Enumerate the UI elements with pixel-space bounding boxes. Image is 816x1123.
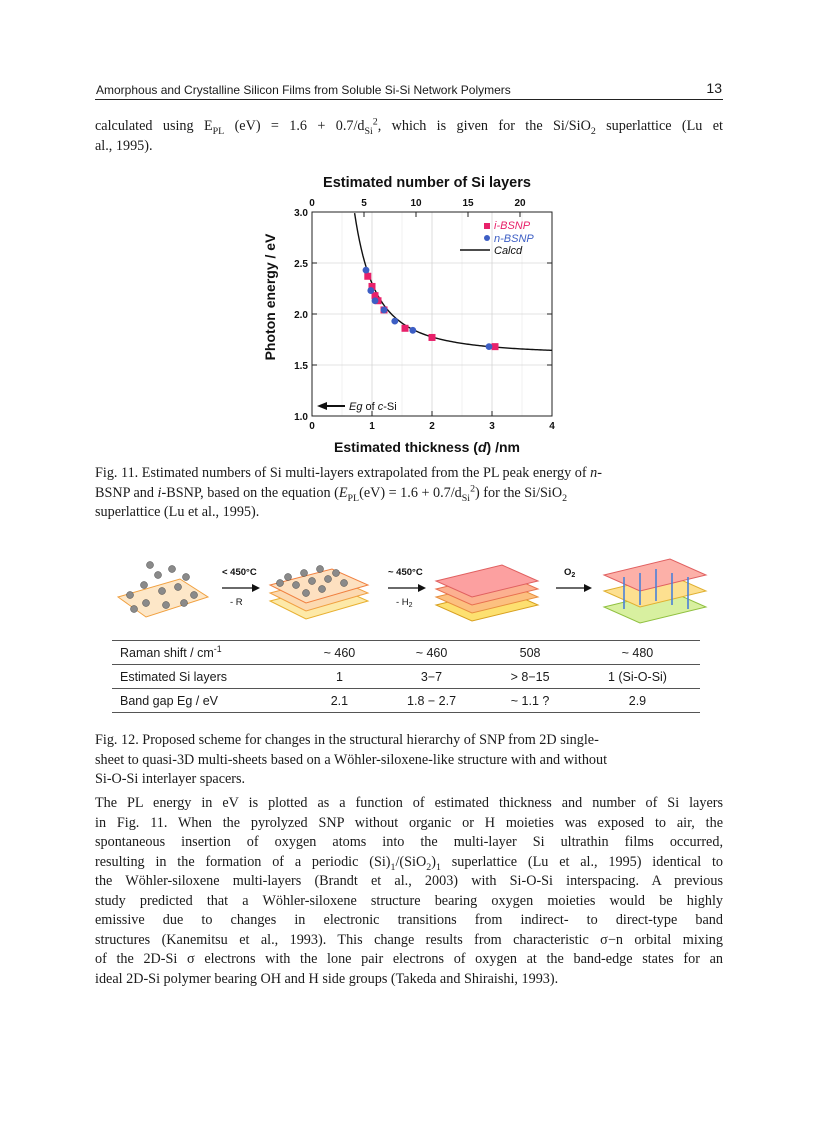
- chart-y-label: Photon energy / eV: [262, 233, 278, 361]
- x-tick-label: 1: [369, 421, 375, 432]
- step2-bottom-label: [396, 597, 413, 609]
- legend-label-n-bsnp: n-BSNP: [494, 233, 534, 245]
- eg-label-e: Eg: [349, 401, 363, 413]
- row-label: Band gap Eg / eV: [112, 689, 301, 713]
- table-row: [112, 689, 700, 713]
- row-label: Estimated Si layers: [112, 665, 301, 689]
- eg-arrow-head: [317, 402, 327, 410]
- y-tick-label: 2.5: [294, 259, 308, 270]
- n-bsnp-point: [372, 297, 379, 304]
- n-bsnp-point: [381, 307, 388, 314]
- stage2-multi-sheet: [270, 566, 368, 620]
- i-bsnp-point: [364, 273, 371, 280]
- eg-label-si: -Si: [383, 401, 397, 413]
- top-tick-label: 5: [361, 198, 367, 209]
- fig11-caption: Fig. 11. Estimated numbers of Si multi-layers extrapolated from the PL peak energy of n- BSNP and i-BSNP, based on the equation $(E_{PL}(eV) = 1.6 + 0.7/d_{Si}^2)$ for the Si/SiO$_2$ superlattice (Lu et al., 1995).: [95, 465, 602, 520]
- y-tick-label: 3.0: [294, 208, 308, 219]
- n-bsnp-point: [391, 318, 398, 325]
- table-cell: ~ 460: [378, 641, 485, 665]
- chart-x-label: [334, 439, 520, 455]
- step3-top-label: [564, 567, 575, 579]
- step1-arrow-head: [252, 584, 260, 592]
- top-tick-label: 10: [410, 198, 422, 209]
- chart-top-title: Estimated number of Si layers: [323, 175, 531, 191]
- step2-bottom-sub: 2: [408, 602, 413, 609]
- top-tick-label: 20: [514, 198, 526, 209]
- chart-legend: [460, 220, 534, 257]
- legend-label-i-bsnp: i-BSNP: [494, 220, 531, 232]
- step2-bottom-text: - H: [396, 597, 409, 608]
- i-bsnp-point: [429, 334, 436, 341]
- table-row: [112, 641, 700, 665]
- table-cell: ~ 480: [575, 641, 700, 665]
- stage3-dense-multilayer: [436, 565, 538, 621]
- table-cell: ~ 460: [301, 641, 378, 665]
- table-cell: 2.9: [575, 689, 700, 713]
- chart-points: [363, 267, 499, 350]
- stage1-single-sheet: [118, 562, 208, 618]
- n-bsnp-point: [409, 327, 416, 334]
- stage4-siloxene: [604, 559, 706, 623]
- top-tick-label: 15: [462, 198, 474, 209]
- n-bsnp-point: [486, 343, 493, 350]
- step1-bottom-label: - R: [230, 597, 243, 608]
- table-cell: 1 (Si-O-Si): [575, 665, 700, 689]
- top-tick-label: 0: [309, 198, 315, 209]
- row-label-sup: -1: [213, 643, 222, 654]
- step3-arrow-head: [584, 584, 592, 592]
- step3-top-text: O: [564, 567, 572, 578]
- table-cell: 1.8 − 2.7: [378, 689, 485, 713]
- eg-label-c: c: [377, 401, 384, 413]
- x-tick-label: 0: [309, 421, 315, 432]
- table-cell: 1: [301, 665, 378, 689]
- fig12-table: [112, 640, 700, 713]
- y-tick-label: 2.0: [294, 310, 308, 321]
- table-cell: > 8−15: [485, 665, 575, 689]
- i-bsnp-point: [402, 325, 409, 332]
- fig11-chart: [255, 170, 575, 460]
- y-tick-label: 1.5: [294, 361, 308, 372]
- chart-x-label-b: ) /nm: [486, 439, 520, 455]
- step2-arrow-head: [418, 584, 426, 592]
- intro-paragraph: calculated using $E_{PL}$ $(eV) = 1.6 + 0.7/d_{Si}^2$, which is given for the Si/SiO$_2$ superlattice (Lu et al., 1995).: [95, 116, 723, 154]
- i-bsnp-point: [492, 343, 499, 350]
- x-tick-label: 2: [429, 421, 435, 432]
- legend-label-calcd: Calcd: [494, 245, 523, 257]
- table-cell: 2.1: [301, 689, 378, 713]
- legend-marker-n-bsnp: [484, 235, 490, 241]
- fig12-caption: Fig. 12. Proposed scheme for changes in the structural hierarchy of SNP from 2D single- sheet to quasi-3D multi-sheets based on a Wöhler-siloxene-like structure with and without Si-O-Si interlayer spacers.: [95, 732, 608, 787]
- table-cell: ~ 1.1 ?: [485, 689, 575, 713]
- chart-x-label-d: d: [477, 439, 487, 455]
- fig12-scheme: [110, 555, 710, 625]
- step2-top-label: ~ 450°C: [388, 567, 423, 578]
- running-header: [95, 80, 723, 100]
- running-title: Amorphous and Crystalline Silicon Films from Soluble Si-Si Network Polymers: [96, 83, 511, 97]
- n-bsnp-point: [367, 287, 374, 294]
- row-label: Raman shift / $cm^{-1}$: [112, 641, 301, 665]
- x-tick-label: 3: [489, 421, 495, 432]
- table-cell: 508: [485, 641, 575, 665]
- n-bsnp-point: [363, 267, 370, 274]
- body-paragraph: The PL energy in eV is plotted as a function of estimated thickness and number of Si layers in Fig. 11. When the pyrolyzed SNP without organic or H moieties was exposed to air, the spontaneous insertion of oxygen atoms into the multi-layer Si ultrathin films occurred, resulting in the formation of a periodic $(Si)_1/(SiO_2)_1$ superlattice (Lu et al., 1995) identical to the Wöhler-siloxene multi-layers (Brandt et al., 2003) with Si-O-Si interspacing. A previous study predicted that a Wöhler-siloxene structure bearing oxygen moieties would be highly emissive due to changes in electronic transitions from indirect- to direct-type band structures (Kanemitsu et al., 1993). This change results from characteristic σ−n orbital mixing of the 2D-Si σ electrons with the lone pair electrons of oxygen at the band-edge states for an ideal 2D-Si polymer bearing OH and H side groups (Takeda and Shiraishi, 1993).: [95, 795, 723, 987]
- eg-annotation: [317, 401, 397, 413]
- eg-label-of: of: [362, 401, 378, 413]
- page-number: 13: [706, 80, 722, 96]
- step1-top-label: < 450°C: [222, 567, 257, 578]
- legend-marker-i-bsnp: [484, 223, 490, 229]
- table-row: [112, 665, 700, 689]
- table-cell: 3−7: [378, 665, 485, 689]
- chart-x-label-a: Estimated thickness (: [334, 439, 478, 455]
- eg-label: [349, 401, 397, 413]
- x-tick-label: 4: [549, 421, 555, 432]
- y-tick-label: 1.0: [294, 412, 308, 423]
- step3-top-sub: 2: [571, 572, 576, 579]
